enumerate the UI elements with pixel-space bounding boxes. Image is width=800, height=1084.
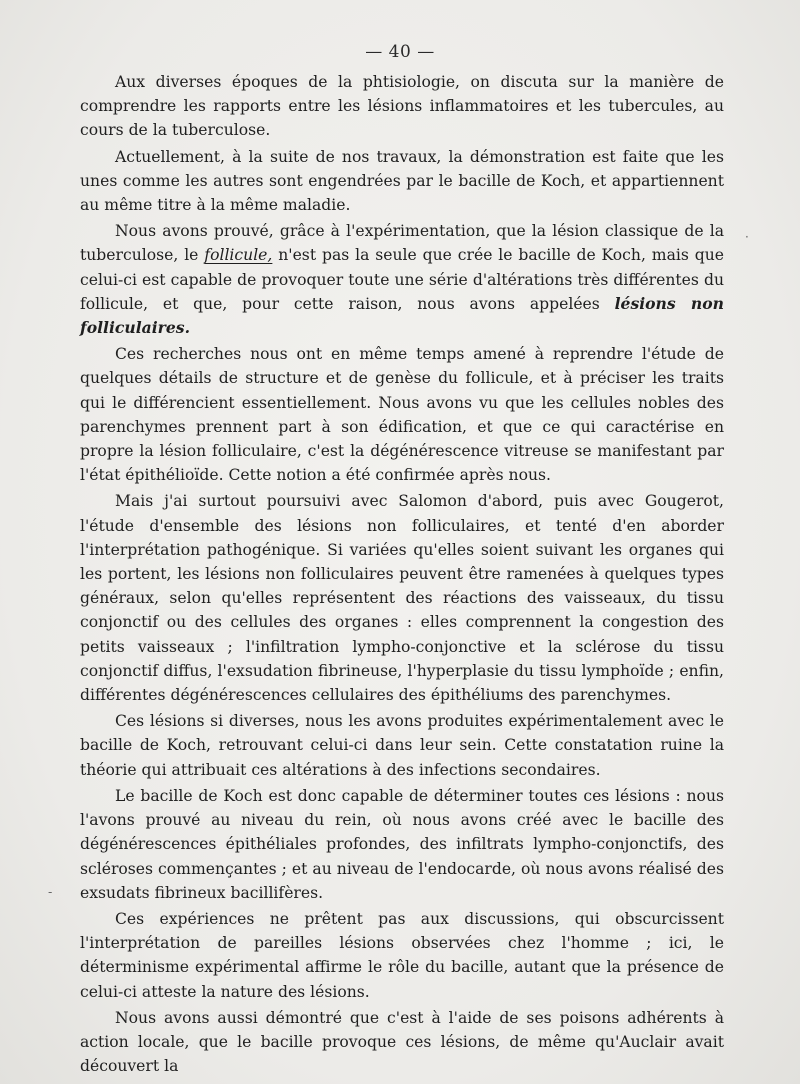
emphasized-term-follicule: follicule, <box>204 246 273 265</box>
paragraph <box>80 145 724 218</box>
paragraph <box>80 70 724 143</box>
paragraph <box>80 784 724 905</box>
paragraph-text: Ces recherches nous ont en même temps amené à reprendre l'étude de quelques détails de structure et de genèse du follicule, et à préciser les traits qui le différencient essentiellement. Nous avons vu que les cellules nobles des parenchymes prennent part à son édification, et que ce qui caractérise en propre la lésion folliculaire, c'est la dégénérescence vitreuse se manifestant par l'état épithélioïde. Cette notion a été confirmée après nous. <box>80 345 724 485</box>
emphasized-term-lesions-non-folliculaires: lésions non folliculaires. <box>80 293 724 338</box>
paragraph-text: Mais j'ai surtout poursuivi avec Salomon d'abord, puis avec Gougerot, l'étude d'ensemble des lésions non folliculaires, et tenté d'en aborder l'interprétation pathogénique. Si variées qu'elles soient suivant les organes qui les portent, les lésions non folliculaires peuvent être ramenées à quelques types généraux, selon qu'elles représentent des réactions des vaisseaux, du tissu conjonctif ou des cellules des organes : elles comprennent la congestion des petits vaisseaux ; l'infiltration lympho-conjonctive et la sclérose du tissu conjonctif diffus, l'exsudation fibrineuse, l'hyperplasie du tissu lymphoïde ; enfin, différentes dégénérescences cellulaires des épithéliums des parenchymes. <box>80 492 724 705</box>
paragraph-text: n'est pas la seule que crée le bacille de Koch, mais que celui-ci est capable de provoquer toute une série d'altérations très différentes du follicule, et que, pour cette raison, nous avons appelées <box>80 246 724 313</box>
paragraph <box>80 709 724 782</box>
paragraph <box>80 342 724 487</box>
page-number: — 40 — <box>365 42 435 62</box>
paragraph-text: Actuellement, à la suite de nos travaux, la démonstration est faite que les unes comme les autres sont engendrées par le bacille de Koch, et appartiennent au même titre à la même maladie. <box>80 147 724 215</box>
paragraph-text: Ces expériences ne prêtent pas aux discussions, qui obscurcissent l'interprétation de pareilles lésions observées chez l'homme ; ici, le déterminisme expérimental affirme le rôle du bacille, autant que la présence de celui-ci atteste la nature des lésions. <box>80 909 724 1001</box>
paragraph <box>80 219 724 340</box>
paragraph <box>80 907 724 1004</box>
paragraph-text: Le bacille de Koch est donc capable de déterminer toutes ces lésions : nous l'avons prouvé au niveau du rein, où nous avons créé avec le bacille des dégénérescences épithéliales profondes, des infiltrats lympho-conjonctifs, des scléroses commençantes ; et au niveau de l'endocarde, où nous avons réalisé des exsudats fibrineux bacillifères. <box>80 786 724 902</box>
paragraph-text: Aux diverses époques de la phtisiologie, on discuta sur la manière de comprendre les rapports entre les lésions inflammatoires et les tubercules, au cours de la tuberculose. <box>80 73 724 140</box>
paragraph <box>80 1006 724 1079</box>
margin-dash-mark: - <box>48 885 53 899</box>
paragraph-text: Nous avons prouvé, grâce à l'expérimentation, que la lésion classique de la tuberculose, le <box>80 222 724 265</box>
paragraph-text: Nous avons aussi démontré que c'est à l'aide de ses poisons adhérents à action locale, que le bacille provoque ces lésions, de même qu'Auclair avait découvert la <box>80 1008 724 1076</box>
margin-dot-mark: · <box>745 230 749 244</box>
body-text <box>80 70 724 1080</box>
paragraph <box>80 489 724 707</box>
paragraph-text: Ces lésions si diverses, nous les avons produites expérimentalement avec le bacille de Koch, retrouvant celui-ci dans leur sein. Cette constatation ruine la théorie qui attribuait ces altérations à des infections secondaires. <box>80 712 724 779</box>
